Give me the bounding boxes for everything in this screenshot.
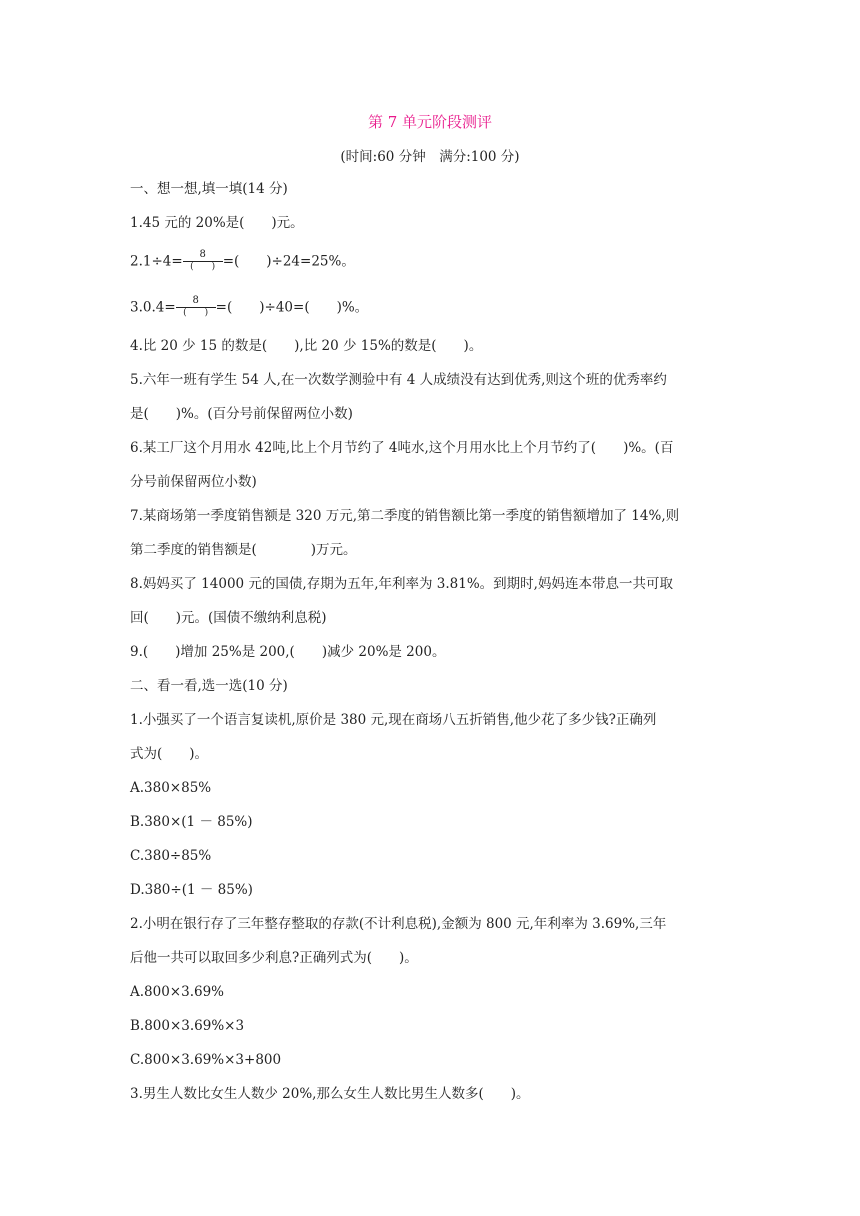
question-1-6-line1: 6.某工厂这个月用水 42吨,比上个月节约了 4吨水,这个月用水比上个月节约了( )%。(百 bbox=[130, 440, 674, 456]
question-1-8-line1: 8.妈妈买了 14000 元的国债,存期为五年,年利率为 3.81%。到期时,妈妈连本带息一共可取 bbox=[130, 576, 673, 592]
question-2-2-option-c: C.800×3.69%×3+800 bbox=[130, 1052, 282, 1068]
question-2-2-line1: 2.小明在银行存了三年整存整取的存款(不计利息税),金额为 800 元,年利率为 3.69%,三年 bbox=[130, 916, 667, 932]
question-1-7-line1: 7.某商场第一季度销售额是 320 万元,第二季度的销售额比第一季度的销售额增加了 14%,则 bbox=[130, 508, 680, 524]
section2-heading: 二、看一看,选一选(10 分) bbox=[130, 678, 288, 694]
q3-suffix: =( )÷40=( )%。 bbox=[215, 299, 369, 316]
section1-heading: 一、想一想,填一填(14 分) bbox=[130, 181, 288, 197]
exam-info: (时间:60 分钟 满分:100 分) bbox=[340, 149, 520, 165]
q2-fraction bbox=[183, 249, 223, 273]
question-2-1-option-c: C.380÷85% bbox=[130, 848, 212, 864]
question-1-2 bbox=[130, 250, 355, 274]
question-2-3: 3.男生人数比女生人数少 20%,那么女生人数比男生人数多( )。 bbox=[130, 1086, 530, 1102]
question-2-2-option-b: B.800×3.69%×3 bbox=[130, 1018, 245, 1034]
question-1-9: 9.( )增加 25%是 200,( )减少 20%是 200。 bbox=[130, 644, 446, 660]
question-1-8-line2: 回( )元。(国债不缴纳利息税) bbox=[130, 610, 327, 626]
q3-prefix: 3.0.4= bbox=[130, 299, 176, 316]
q2-prefix: 2.1÷4= bbox=[130, 253, 183, 270]
question-2-1-option-d: D.380÷(1 － 85%) bbox=[130, 882, 253, 898]
question-1-5-line2: 是( )%。(百分号前保留两位小数) bbox=[130, 406, 353, 422]
q3-numerator: 8 bbox=[176, 295, 216, 308]
question-1-5-line1: 5.六年一班有学生 54 人,在一次数学测验中有 4 人成绩没有达到优秀,则这个班的优秀率约 bbox=[130, 372, 667, 388]
q2-suffix: =( )÷24=25%。 bbox=[222, 253, 355, 270]
question-2-1-line2: 式为( )。 bbox=[130, 746, 209, 762]
question-1-4: 4.比 20 少 15 的数是( ),比 20 少 15%的数是( )。 bbox=[130, 338, 483, 354]
question-2-1-option-b: B.380×(1 － 85%) bbox=[130, 814, 253, 830]
q3-denominator: ( ) bbox=[183, 308, 209, 318]
question-2-1-option-a: A.380×85% bbox=[130, 780, 212, 796]
question-1-3 bbox=[130, 296, 368, 320]
question-2-1-line1: 1.小强买了一个语言复读机,原价是 380 元,现在商场八五折销售,他少花了多少钱?正确列 bbox=[130, 712, 657, 728]
question-2-2-option-a: A.800×3.69% bbox=[130, 984, 225, 1000]
question-1-1: 1.45 元的 20%是( )元。 bbox=[130, 215, 304, 231]
q2-numerator: 8 bbox=[183, 249, 223, 262]
q2-denominator: ( ) bbox=[190, 262, 216, 272]
question-2-2-line2: 后他一共可以取回多少利息?正确列式为( )。 bbox=[130, 950, 418, 966]
question-1-7-line2: 第二季度的销售额是( )万元。 bbox=[130, 542, 357, 558]
question-1-6-line2: 分号前保留两位小数) bbox=[130, 474, 257, 490]
page-title: 第 7 单元阶段测评 bbox=[367, 113, 493, 131]
q3-fraction bbox=[176, 295, 216, 319]
